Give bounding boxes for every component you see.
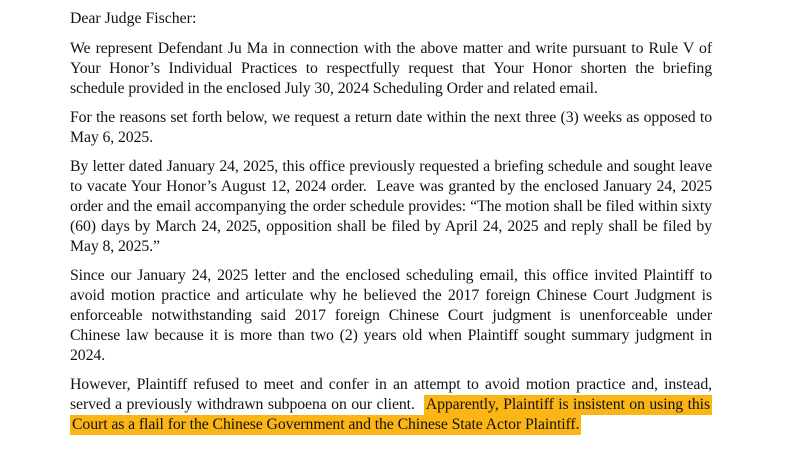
- paragraph-5-plain-text: However, Plaintiff refused to meet and confer in an attempt to avoid motion practice and, instead, served a previously withdrawn subpoena on our client.: [70, 376, 712, 413]
- paragraph-4: Since our January 24, 2025 letter and the enclosed scheduling email, this office invited Plaintiff to avoid motion practice and articulate why he believed the 2017 foreign Chinese Court Judgment is enforceable notwithstanding said 2017 foreign Chinese Court judgment is unenforceable under Chinese law because it is more than two (2) years old when Plaintiff sought summary judgment in 2024.: [70, 267, 712, 364]
- salutation: Dear Judge Fischer:: [70, 10, 197, 27]
- highlighted-text: Apparently, Plaintiff is insistent on using this Court as a flail for the Chinese Government and the Chinese State Actor Plaintiff.: [72, 396, 710, 433]
- paragraph-5: [70, 375, 712, 435]
- paragraph-3: By letter dated January 24, 2025, this office previously requested a briefing schedule and sought leave to vacate Your Honor’s August 12, 2024 order. Leave was granted by the enclosed January 24, 2025 order and the email accompanying the order schedule provides: “The motion shall be filed within sixty (60) days by March 24, 2025, opposition shall be filed by April 24, 2025 and reply shall be filed by May 8, 2025.”: [70, 158, 712, 255]
- paragraph-1: We represent Defendant Ju Ma in connection with the above matter and write pursuant to Rule V of Your Honor’s Individual Practices to respectfully request that Your Honor shorten the briefing schedule provided in the enclosed July 30, 2024 Scheduling Order and related email.: [70, 40, 712, 97]
- paragraph-2: For the reasons set forth below, we request a return date within the next three (3) weeks as opposed to May 6, 2025.: [70, 109, 712, 146]
